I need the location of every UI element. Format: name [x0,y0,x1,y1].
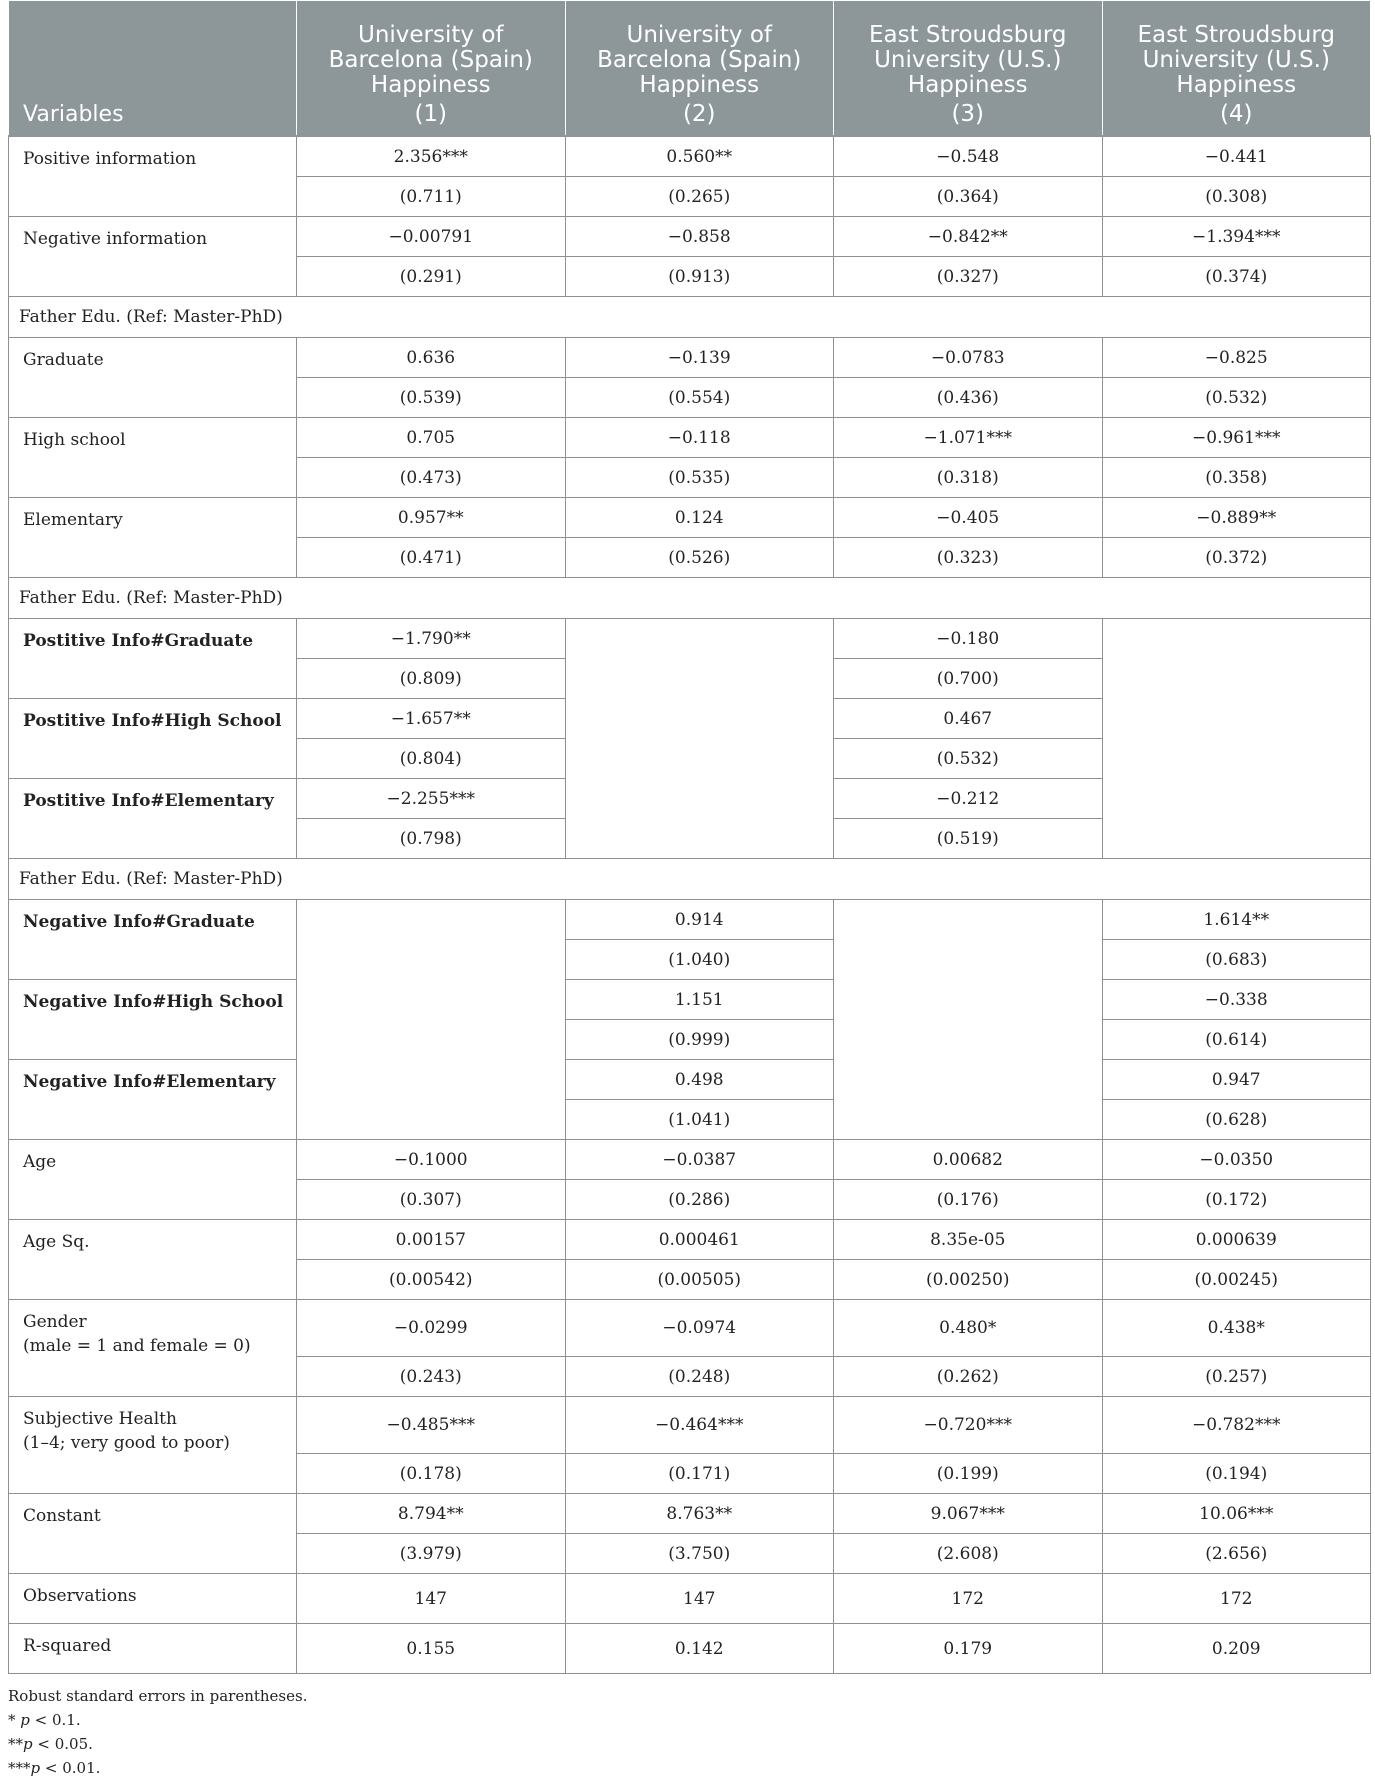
coef-cell: −1.071*** [834,418,1103,458]
section-row [9,859,1371,900]
coef-cell: 10.06*** [1102,1494,1371,1534]
coef-cell: 0.467 [834,699,1103,739]
value-cell: 172 [834,1574,1103,1624]
note-threshold: < 0.05. [32,1735,93,1753]
column-header-number: (3) [951,101,985,127]
column-header-number: (2) [682,101,716,127]
note-p: p [23,1735,33,1753]
se-cell: (0.308) [1102,177,1371,217]
row-label-main: Subjective Health [23,1409,177,1429]
coef-cell: 9.067*** [834,1494,1103,1534]
row-label [9,1397,297,1494]
se-cell: (0.614) [1102,1020,1371,1060]
se-cell: (0.00542) [297,1260,566,1300]
row-label: Negative Info#Graduate [9,900,297,980]
table-row [9,1220,1371,1260]
se-cell: (0.243) [297,1357,566,1397]
row-label: Graduate [9,338,297,418]
column-header-number: (4) [1219,101,1253,127]
se-cell: (0.535) [565,458,834,498]
column-header-1 [297,1,566,137]
column-header-2 [565,1,834,137]
coef-cell: −0.961*** [1102,418,1371,458]
se-cell: (0.358) [1102,458,1371,498]
row-label: Negative Info#Elementary [9,1060,297,1140]
se-cell: (0.809) [297,659,566,699]
table-row [9,498,1371,538]
se-cell: (0.532) [1102,378,1371,418]
se-cell: (0.291) [297,257,566,297]
row-label: High school [9,418,297,498]
note-p: p [20,1711,30,1729]
coef-cell: 0.947 [1102,1060,1371,1100]
value-cell: 0.142 [565,1624,834,1674]
se-cell: (0.323) [834,538,1103,578]
coef-cell: −0.338 [1102,980,1371,1020]
section-label: Father Edu. (Ref: Master-PhD) [9,578,1371,619]
value-cell: 0.155 [297,1624,566,1674]
column-header-3 [834,1,1103,137]
row-label: Negative information [9,217,297,297]
coef-cell: 0.00682 [834,1140,1103,1180]
column-header-name: University of Barcelona (Spain) Happiness [328,22,533,98]
coef-cell: 0.000639 [1102,1220,1371,1260]
se-cell: (0.436) [834,378,1103,418]
row-label: Negative Info#High School [9,980,297,1060]
value-cell: 147 [297,1574,566,1624]
se-cell: (3.979) [297,1534,566,1574]
coef-cell: 0.00157 [297,1220,566,1260]
section-row [9,297,1371,338]
note-p01 [8,1756,1370,1780]
coef-cell: −0.441 [1102,136,1371,177]
se-cell: (0.471) [297,538,566,578]
note-mark: *** [8,1759,31,1777]
coef-cell: 0.124 [565,498,834,538]
coef-cell: −0.1000 [297,1140,566,1180]
se-cell: (0.307) [297,1180,566,1220]
row-label [9,1300,297,1397]
se-cell: (0.257) [1102,1357,1371,1397]
se-cell: (0.700) [834,659,1103,699]
coef-cell: 8.35e-05 [834,1220,1103,1260]
se-cell: (0.711) [297,177,566,217]
se-cell: (0.172) [1102,1180,1371,1220]
coef-cell: −0.0350 [1102,1140,1371,1180]
table-row [9,418,1371,458]
value-cell: 172 [1102,1574,1371,1624]
column-header-name: University of Barcelona (Spain) Happiness [597,22,802,98]
row-label: Elementary [9,498,297,578]
note-p05 [8,1732,1370,1756]
empty-cell [1102,619,1371,859]
se-cell: (0.372) [1102,538,1371,578]
se-cell: (0.00245) [1102,1260,1371,1300]
section-label: Father Edu. (Ref: Master-PhD) [9,859,1371,900]
coef-cell: −0.0974 [565,1300,834,1357]
column-header-4 [1102,1,1371,137]
se-cell: (0.194) [1102,1454,1371,1494]
empty-cell [297,900,566,1140]
section-label: Father Edu. (Ref: Master-PhD) [9,297,1371,338]
coef-cell: −0.0299 [297,1300,566,1357]
note-p10 [8,1708,1370,1732]
se-cell: (3.750) [565,1534,834,1574]
coef-cell: 0.480* [834,1300,1103,1357]
coef-cell: −0.139 [565,338,834,378]
header-row [9,1,1371,137]
se-cell: (0.178) [297,1454,566,1494]
table-row [9,1140,1371,1180]
table-row [9,1574,1371,1624]
coef-cell: −1.790** [297,619,566,659]
coef-cell: −0.00791 [297,217,566,257]
column-header-name: East Stroudsburg University (U.S.) Happiness [868,22,1067,98]
coef-cell: −0.720*** [834,1397,1103,1454]
coef-cell: 0.498 [565,1060,834,1100]
coef-cell: 0.705 [297,418,566,458]
se-cell: (1.040) [565,940,834,980]
table-row [9,980,1371,1020]
coef-cell: 1.614** [1102,900,1371,940]
row-label: Positive information [9,136,297,217]
se-cell: (0.00250) [834,1260,1103,1300]
coef-cell: −0.858 [565,217,834,257]
se-cell: (0.473) [297,458,566,498]
value-cell: 147 [565,1574,834,1624]
coef-cell: −0.485*** [297,1397,566,1454]
table-row [9,1624,1371,1674]
row-label: Age Sq. [9,1220,297,1300]
se-cell: (0.199) [834,1454,1103,1494]
se-cell: (0.798) [297,819,566,859]
coef-cell: 0.636 [297,338,566,378]
column-header-number: (1) [414,101,448,127]
coef-cell: −0.842** [834,217,1103,257]
coef-cell: −2.255*** [297,779,566,819]
se-cell: (0.519) [834,819,1103,859]
coef-cell: 8.763** [565,1494,834,1534]
se-cell: (0.628) [1102,1100,1371,1140]
coef-cell: −0.118 [565,418,834,458]
coef-cell: −1.394*** [1102,217,1371,257]
se-cell: (0.171) [565,1454,834,1494]
se-cell: (0.532) [834,739,1103,779]
coef-cell: −0.212 [834,779,1103,819]
coef-cell: 0.560** [565,136,834,177]
coef-cell: 0.914 [565,900,834,940]
se-cell: (0.262) [834,1357,1103,1397]
table-row [9,619,1371,659]
se-cell: (0.539) [297,378,566,418]
se-cell: (0.265) [565,177,834,217]
coef-cell: 0.000461 [565,1220,834,1260]
coef-cell: −0.0783 [834,338,1103,378]
note-threshold: < 0.1. [29,1711,81,1729]
coef-cell: −0.889** [1102,498,1371,538]
table-row [9,900,1371,940]
se-cell: (0.176) [834,1180,1103,1220]
coef-cell: 2.356*** [297,136,566,177]
row-label-sub: (1–4; very good to poor) [23,1433,230,1453]
se-cell: (0.804) [297,739,566,779]
coef-cell: −0.0387 [565,1140,834,1180]
regression-table [8,0,1371,1674]
note-p: p [30,1759,41,1777]
se-cell: (0.364) [834,177,1103,217]
coef-cell: −0.548 [834,136,1103,177]
row-label: Postitive Info#Graduate [9,619,297,699]
row-label: Postitive Info#Elementary [9,779,297,859]
se-cell: (0.286) [565,1180,834,1220]
table-row [9,1397,1371,1454]
se-cell: (0.554) [565,378,834,418]
section-row [9,578,1371,619]
coef-cell: −0.464*** [565,1397,834,1454]
se-cell: (0.999) [565,1020,834,1060]
variables-header: Variables [9,1,297,137]
coef-cell: −0.405 [834,498,1103,538]
row-label: Constant [9,1494,297,1574]
coef-cell: 1.151 [565,980,834,1020]
table-row [9,136,1371,177]
table-notes [8,1674,1370,1780]
empty-cell [834,900,1103,1140]
note-mark: * [8,1711,21,1729]
se-cell: (2.656) [1102,1534,1371,1574]
se-cell: (0.683) [1102,940,1371,980]
coef-cell: −0.782*** [1102,1397,1371,1454]
se-cell: (0.318) [834,458,1103,498]
coef-cell: 0.438* [1102,1300,1371,1357]
row-label-main: Gender [23,1312,87,1332]
row-label-sub: (male = 1 and female = 0) [23,1336,251,1356]
se-cell: (0.913) [565,257,834,297]
value-cell: 0.209 [1102,1624,1371,1674]
se-cell: (0.327) [834,257,1103,297]
note-mark: ** [8,1735,23,1753]
se-cell: (0.374) [1102,257,1371,297]
row-label: Age [9,1140,297,1220]
note-robust: Robust standard errors in parentheses. [8,1687,308,1705]
se-cell: (0.00505) [565,1260,834,1300]
row-label: R-squared [9,1624,297,1674]
note-threshold: < 0.01. [40,1759,101,1777]
value-cell: 0.179 [834,1624,1103,1674]
table-row [9,338,1371,378]
table-row [9,217,1371,257]
table-row [9,1494,1371,1534]
coef-cell: −0.180 [834,619,1103,659]
row-label: Observations [9,1574,297,1624]
coef-cell: −1.657** [297,699,566,739]
coef-cell: 0.957** [297,498,566,538]
se-cell: (1.041) [565,1100,834,1140]
row-label: Postitive Info#High School [9,699,297,779]
se-cell: (2.608) [834,1534,1103,1574]
column-header-name: East Stroudsburg University (U.S.) Happiness [1137,22,1336,98]
empty-cell [565,619,834,859]
table-row [9,1060,1371,1100]
se-cell: (0.526) [565,538,834,578]
coef-cell: −0.825 [1102,338,1371,378]
coef-cell: 8.794** [297,1494,566,1534]
regression-table-container [8,0,1370,1780]
se-cell: (0.248) [565,1357,834,1397]
table-row [9,1300,1371,1357]
